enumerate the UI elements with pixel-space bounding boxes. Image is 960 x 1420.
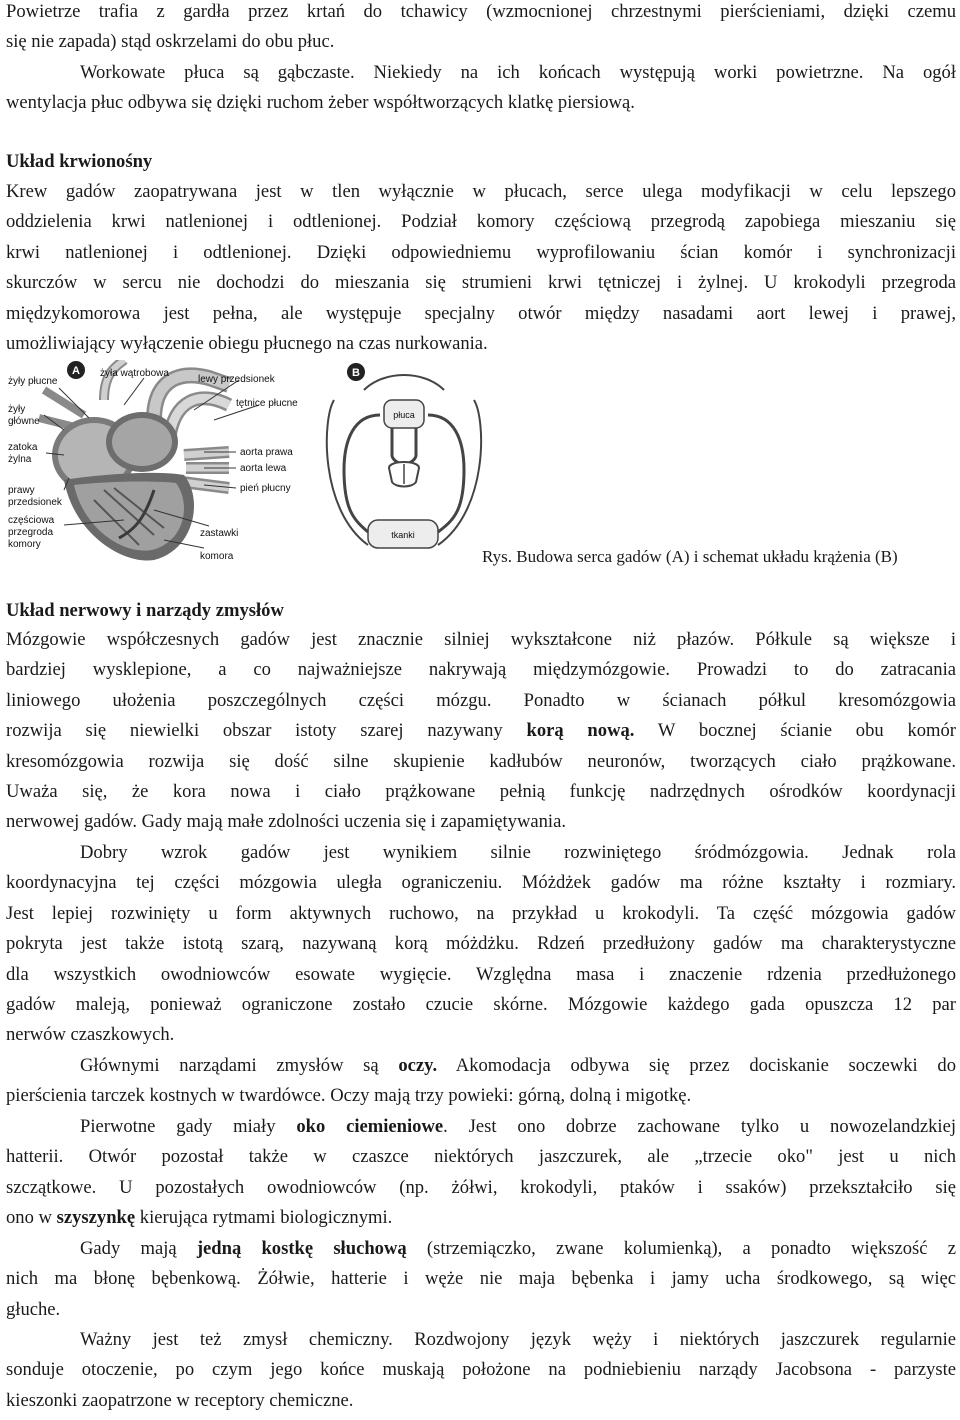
bold-term-szyszynke: szyszynkę bbox=[56, 1207, 136, 1229]
nervous-paragraph-6 bbox=[6, 1325, 956, 1416]
text-line: umożliwiający wyłączenie obiegu płucnego na czas nurkowania. bbox=[6, 333, 488, 355]
label-zyla-watrobowa: żyła wątrobowa bbox=[100, 368, 169, 379]
label-pluca: płuca bbox=[393, 410, 415, 420]
svg-text:żyły: żyły bbox=[8, 404, 26, 415]
label-tkanki: tkanki bbox=[391, 530, 415, 540]
text-run: Głównymi narządami zmysłów są bbox=[80, 1055, 399, 1076]
text-line: Mózgowie współczesnych gadów jest znacznie silniej wykształcone niż płazów. Półkule są większe i bbox=[6, 629, 956, 650]
label-pien-plucny: pień płucny bbox=[240, 483, 291, 494]
text-line: oddzielenia krwi natlenionej i odtlenionej. Podział komory częściową przegrodą zapobiega mieszaniu się bbox=[6, 211, 956, 233]
text-line bbox=[6, 1203, 956, 1233]
circulatory-paragraph bbox=[6, 177, 956, 359]
text-line: liniowego ułożenia poszczególnych części mózgu. Ponadto w ścianach półkul kresomózgowia bbox=[6, 689, 956, 711]
text-line: szczątkowe. U pozostałych owodniowców (np. żółwi, krokodyli, ptaków i ssaków) przekształciło się bbox=[6, 1176, 956, 1198]
label-zylna: żylna bbox=[8, 454, 32, 465]
text-run: Pierwotne gady miały bbox=[80, 1116, 297, 1137]
text-line: Krew gadów zaopatrywana jest w tlen wyłącznie w płucach, serce ulega modyfikacji w celu lepszego bbox=[6, 181, 956, 202]
label-aorta-lewa: aorta lewa bbox=[240, 463, 287, 474]
text-line: kresomózgowia rozwija się dość silne skupienie kadłubów neuronów, tworzących ciało prążkowane. bbox=[6, 750, 956, 772]
text-run: Akomodacja odbywa się przez dociskanie soczewki do bbox=[437, 1055, 956, 1076]
section-heading-circulatory: Układ krwionośny bbox=[6, 151, 153, 172]
text-line bbox=[6, 1112, 956, 1142]
text-run: ono w bbox=[6, 1207, 57, 1229]
text-line: wentylacja płuc odbywa się dzięki ruchom żeber współtworzących klatkę piersiową. bbox=[6, 92, 635, 114]
label-przedsionek: przedsionek bbox=[8, 497, 62, 508]
text-line: dla wszystkich owodniowców esowate wygięcie. Względna masa i znaczenie rdzenia przedłużonego bbox=[6, 963, 956, 985]
label-lewy-przedsionek: lewy przedsionek bbox=[198, 374, 275, 385]
text-line: nerwowej gadów. Gady mają małe zdolności uczenia się i zapamiętywania. bbox=[6, 811, 567, 833]
text-line bbox=[6, 1234, 956, 1264]
text-line bbox=[6, 716, 956, 746]
bold-term-kostka-sluchowa: jedną kostkę słuchową bbox=[196, 1238, 407, 1259]
text-line: skurczów w sercu nie dochodzi do mieszania się strumieni krwi tętniczej i żylnej. U krokodyli przegroda bbox=[6, 272, 956, 294]
bold-term-oczy: oczy. bbox=[398, 1055, 438, 1076]
heart-drawing bbox=[8, 360, 298, 562]
text-line: bardziej wysklepione, a co najważniejsze nakrywają międzymózgowie. Prowadzi to do zatracania bbox=[6, 659, 956, 681]
text-run: . Jest ono dobrze zachowane tylko u nowozelandzkiej bbox=[443, 1116, 956, 1137]
figure-label-a: A bbox=[72, 365, 80, 377]
text-line: nerwów czaszkowych. bbox=[6, 1024, 175, 1046]
label-przegroda: przegroda bbox=[8, 527, 54, 538]
text-line: pokryta jest także istotą szarą, nazywaną korą móżdżku. Rdzeń przedłużony gadów ma charakterystyczne bbox=[6, 933, 956, 955]
text-line: kieszonki zaopatrzone w receptory chemiczne. bbox=[6, 1389, 354, 1411]
text-line: Dobry wzrok gadów jest wynikiem silnie rozwiniętego śródmózgowia. Jednak rola bbox=[80, 842, 956, 863]
label-czesciowa: częściowa bbox=[8, 515, 55, 526]
figure-caption: Rys. Budowa serca gadów (A) i schemat układu krążenia (B) bbox=[482, 547, 898, 566]
text-run: rozwija się niewielki obszar istoty szarej nazywany bbox=[6, 720, 527, 742]
nervous-paragraph-2 bbox=[6, 838, 956, 1051]
figure-label-b: B bbox=[352, 367, 360, 379]
text-line: nich ma błonę bębenkową. Żółwie, hatterie i węże nie maja bębenka i jamy ucha środkowego, są więc bbox=[6, 1268, 956, 1290]
text-line: głuche. bbox=[6, 1298, 61, 1320]
text-run: W bocznej ścianie obu komór bbox=[634, 720, 956, 742]
text-line: krwi natlenionej i odtlenionej. Dzięki odpowiedniemu wyprofilowaniu ścian komór i synchronizacji bbox=[6, 241, 956, 263]
nervous-paragraph-4 bbox=[6, 1112, 956, 1234]
label-aorta-prawa: aorta prawa bbox=[240, 447, 293, 458]
bold-term-oko-ciemieniowe: oko ciemieniowe bbox=[296, 1116, 444, 1137]
text-line: Ważny jest też zmysł chemiczny. Rozdwojony język węży i niektórych jaszczurek regularnie bbox=[80, 1329, 956, 1350]
label-zyly-plucne: żyły płucne bbox=[8, 376, 58, 387]
text-line: międzykomorowa jest pełna, ale występuje specjalny otwór między nasadami aort lewej i prawej, bbox=[6, 302, 956, 324]
bold-term-kora-nowa: korą nową. bbox=[526, 720, 635, 742]
text-line: Workowate płuca są gąbczaste. Niekiedy na ich końcach występują worki powietrzne. Na ogół bbox=[80, 61, 956, 83]
label-komora: komora bbox=[200, 551, 234, 562]
text-line bbox=[6, 1051, 956, 1081]
text-line: gadów maleją, ponieważ ograniczone zostało czucie skórne. Mózgowie każdego gada opuszcza 12 par bbox=[6, 994, 956, 1016]
nervous-paragraph-1 bbox=[6, 625, 956, 838]
section-heading-nervous: Układ nerwowy i narządy zmysłów bbox=[6, 600, 284, 621]
text-run: (strzemiączko, zwane kolumienką), a ponadto większość z bbox=[406, 1238, 956, 1259]
label-zatoka: zatoka bbox=[8, 442, 38, 453]
text-line: sonduje otoczenie, po czym jego końce muskają położone na podniebieniu narządy Jacobsona - parzyste bbox=[6, 1359, 956, 1381]
label-tetnice-plucne: tętnice płucne bbox=[236, 398, 298, 409]
text-line: się nie zapada) stąd oskrzelami do obu płuc. bbox=[6, 31, 335, 53]
label-zastawki: zastawki bbox=[200, 528, 239, 539]
text-run: kierująca rytmami biologicznymi. bbox=[135, 1207, 393, 1229]
circulation-scheme bbox=[327, 363, 481, 548]
nervous-paragraph-5 bbox=[6, 1234, 956, 1325]
text-run: Gady mają bbox=[80, 1238, 197, 1259]
text-line: koordynacyjna tej części mózgowia uległa ograniczeniu. Móżdżek gadów ma różne kształty i rozmiary. bbox=[6, 872, 956, 894]
label-zyly-glowne: główne bbox=[8, 416, 40, 427]
text-line: Powietrze trafia z gardła przez krtań do tchawicy (wzmocnionej chrzestnymi pierścieniami, dzięki czemu bbox=[6, 1, 956, 22]
nervous-paragraph-3 bbox=[6, 1051, 956, 1112]
text-line: hatterii. Otwór pozostał także w czaszce niektórych jaszczurek, ale „trzecie oko" jest u nich bbox=[6, 1146, 956, 1168]
intro-paragraph bbox=[6, 0, 956, 119]
text-line: Jest lepiej rozwinięty u form aktywnych ruchowo, na przykład u krokodyli. Ta część mózgowia gadów bbox=[6, 902, 956, 924]
text-line: pierścienia tarczek kostnych w twardówce. Oczy mają trzy powieki: górną, dolną i migotkę. bbox=[6, 1085, 692, 1107]
label-prawy: prawy bbox=[8, 485, 35, 496]
label-komory: komory bbox=[8, 539, 41, 550]
text-line: Uważa się, że kora nowa i ciało prążkowane pełnią funkcję nadrzędnych ośrodków koordynacji bbox=[6, 781, 956, 803]
